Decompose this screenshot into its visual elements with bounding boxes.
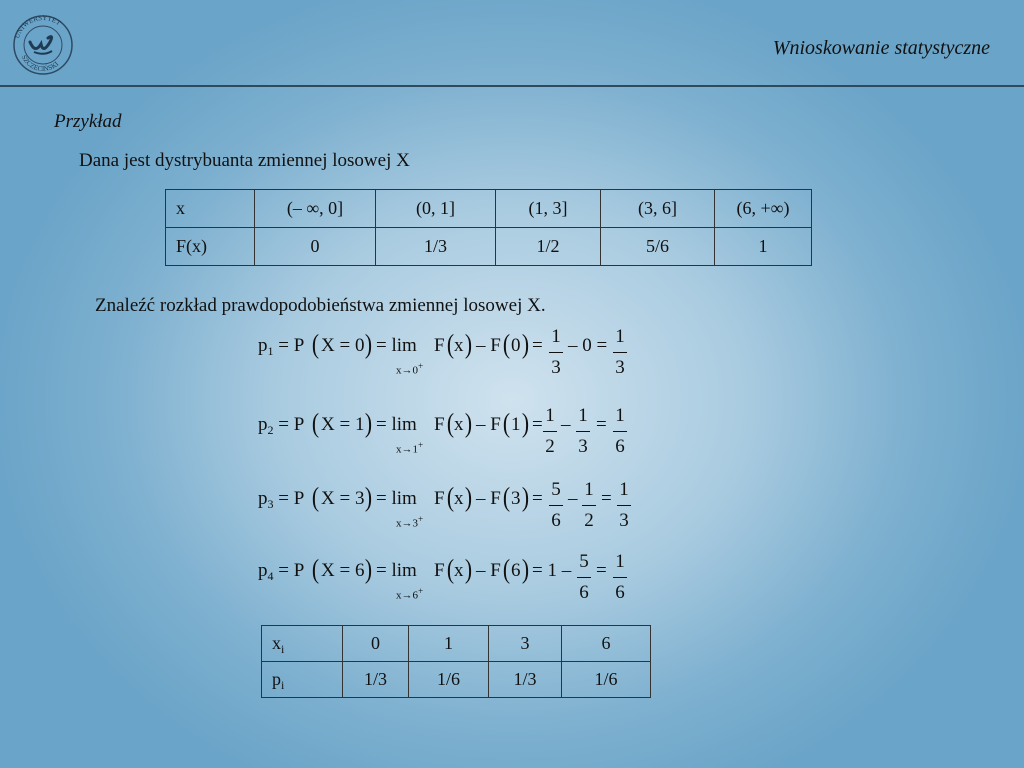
fraction: 1 2 (542, 401, 558, 462)
table-cell: 5/6 (601, 228, 715, 266)
table-cell: $p_i$ (262, 662, 343, 698)
slide-heading: Przykład (54, 111, 122, 132)
table-cell: 3 (489, 626, 562, 662)
table-row (166, 228, 812, 266)
table-cell: (1, 3] (496, 190, 601, 228)
fraction: 5 6 (548, 475, 564, 536)
table-cell: (– ∞, 0] (255, 190, 376, 228)
table-cell: 0 (255, 228, 376, 266)
table-cell: (3, 6] (601, 190, 715, 228)
fraction: 1 3 (612, 322, 628, 383)
table-cell: 1 (409, 626, 489, 662)
limit-subscript: x→3+ (396, 514, 424, 530)
fraction: 1 3 (616, 475, 632, 536)
table-cell: 1/3 (376, 228, 496, 266)
fraction: 5 6 (576, 547, 592, 608)
fraction: 1 6 (612, 401, 628, 462)
fraction: 1 6 (612, 547, 628, 608)
table-cell: 1/3 (489, 662, 562, 698)
table-cell: (6, +∞) (715, 190, 812, 228)
table-cell: 1/2 (496, 228, 601, 266)
limit-subscript: x→6+ (396, 586, 424, 602)
svg-text:SZCZECIŃSKI: SZCZECIŃSKI (19, 53, 61, 74)
table-cell: x (166, 190, 255, 228)
fraction: 1 2 (581, 475, 597, 536)
fraction: 1 3 (575, 401, 591, 462)
limit-subscript: x→1+ (396, 440, 424, 456)
cdf-table (165, 189, 812, 266)
table-cell: 0 (343, 626, 409, 662)
eq-lhs: $p_1 = P$ (258, 335, 305, 358)
table-cell: 1/6 (562, 662, 651, 698)
table-cell: 1/3 (343, 662, 409, 698)
table-cell: 6 (562, 626, 651, 662)
table-row (166, 190, 812, 228)
table-cell: F(x) (166, 228, 255, 266)
header-title: Wnioskowanie statystyczne (772, 37, 990, 59)
limit-subscript: x→0+ (396, 361, 424, 377)
svg-text:UNIWERSYTET: UNIWERSYTET (13, 13, 63, 40)
table-cell: 1/6 (409, 662, 489, 698)
table-row (262, 662, 651, 698)
university-logo (10, 12, 76, 78)
table-cell: $x_i$ (262, 626, 343, 662)
table-row (262, 626, 651, 662)
header-divider (0, 85, 1024, 87)
intro-text: Dana jest dystrybuanta zmiennej losowej X (79, 150, 410, 171)
fraction: 1 3 (548, 322, 564, 383)
table-cell: 1 (715, 228, 812, 266)
table-cell: (0, 1] (376, 190, 496, 228)
task-text: Znaleźć rozkład prawdopodobieństwa zmiennej losowej X. (95, 295, 546, 316)
pmf-table (261, 625, 651, 698)
